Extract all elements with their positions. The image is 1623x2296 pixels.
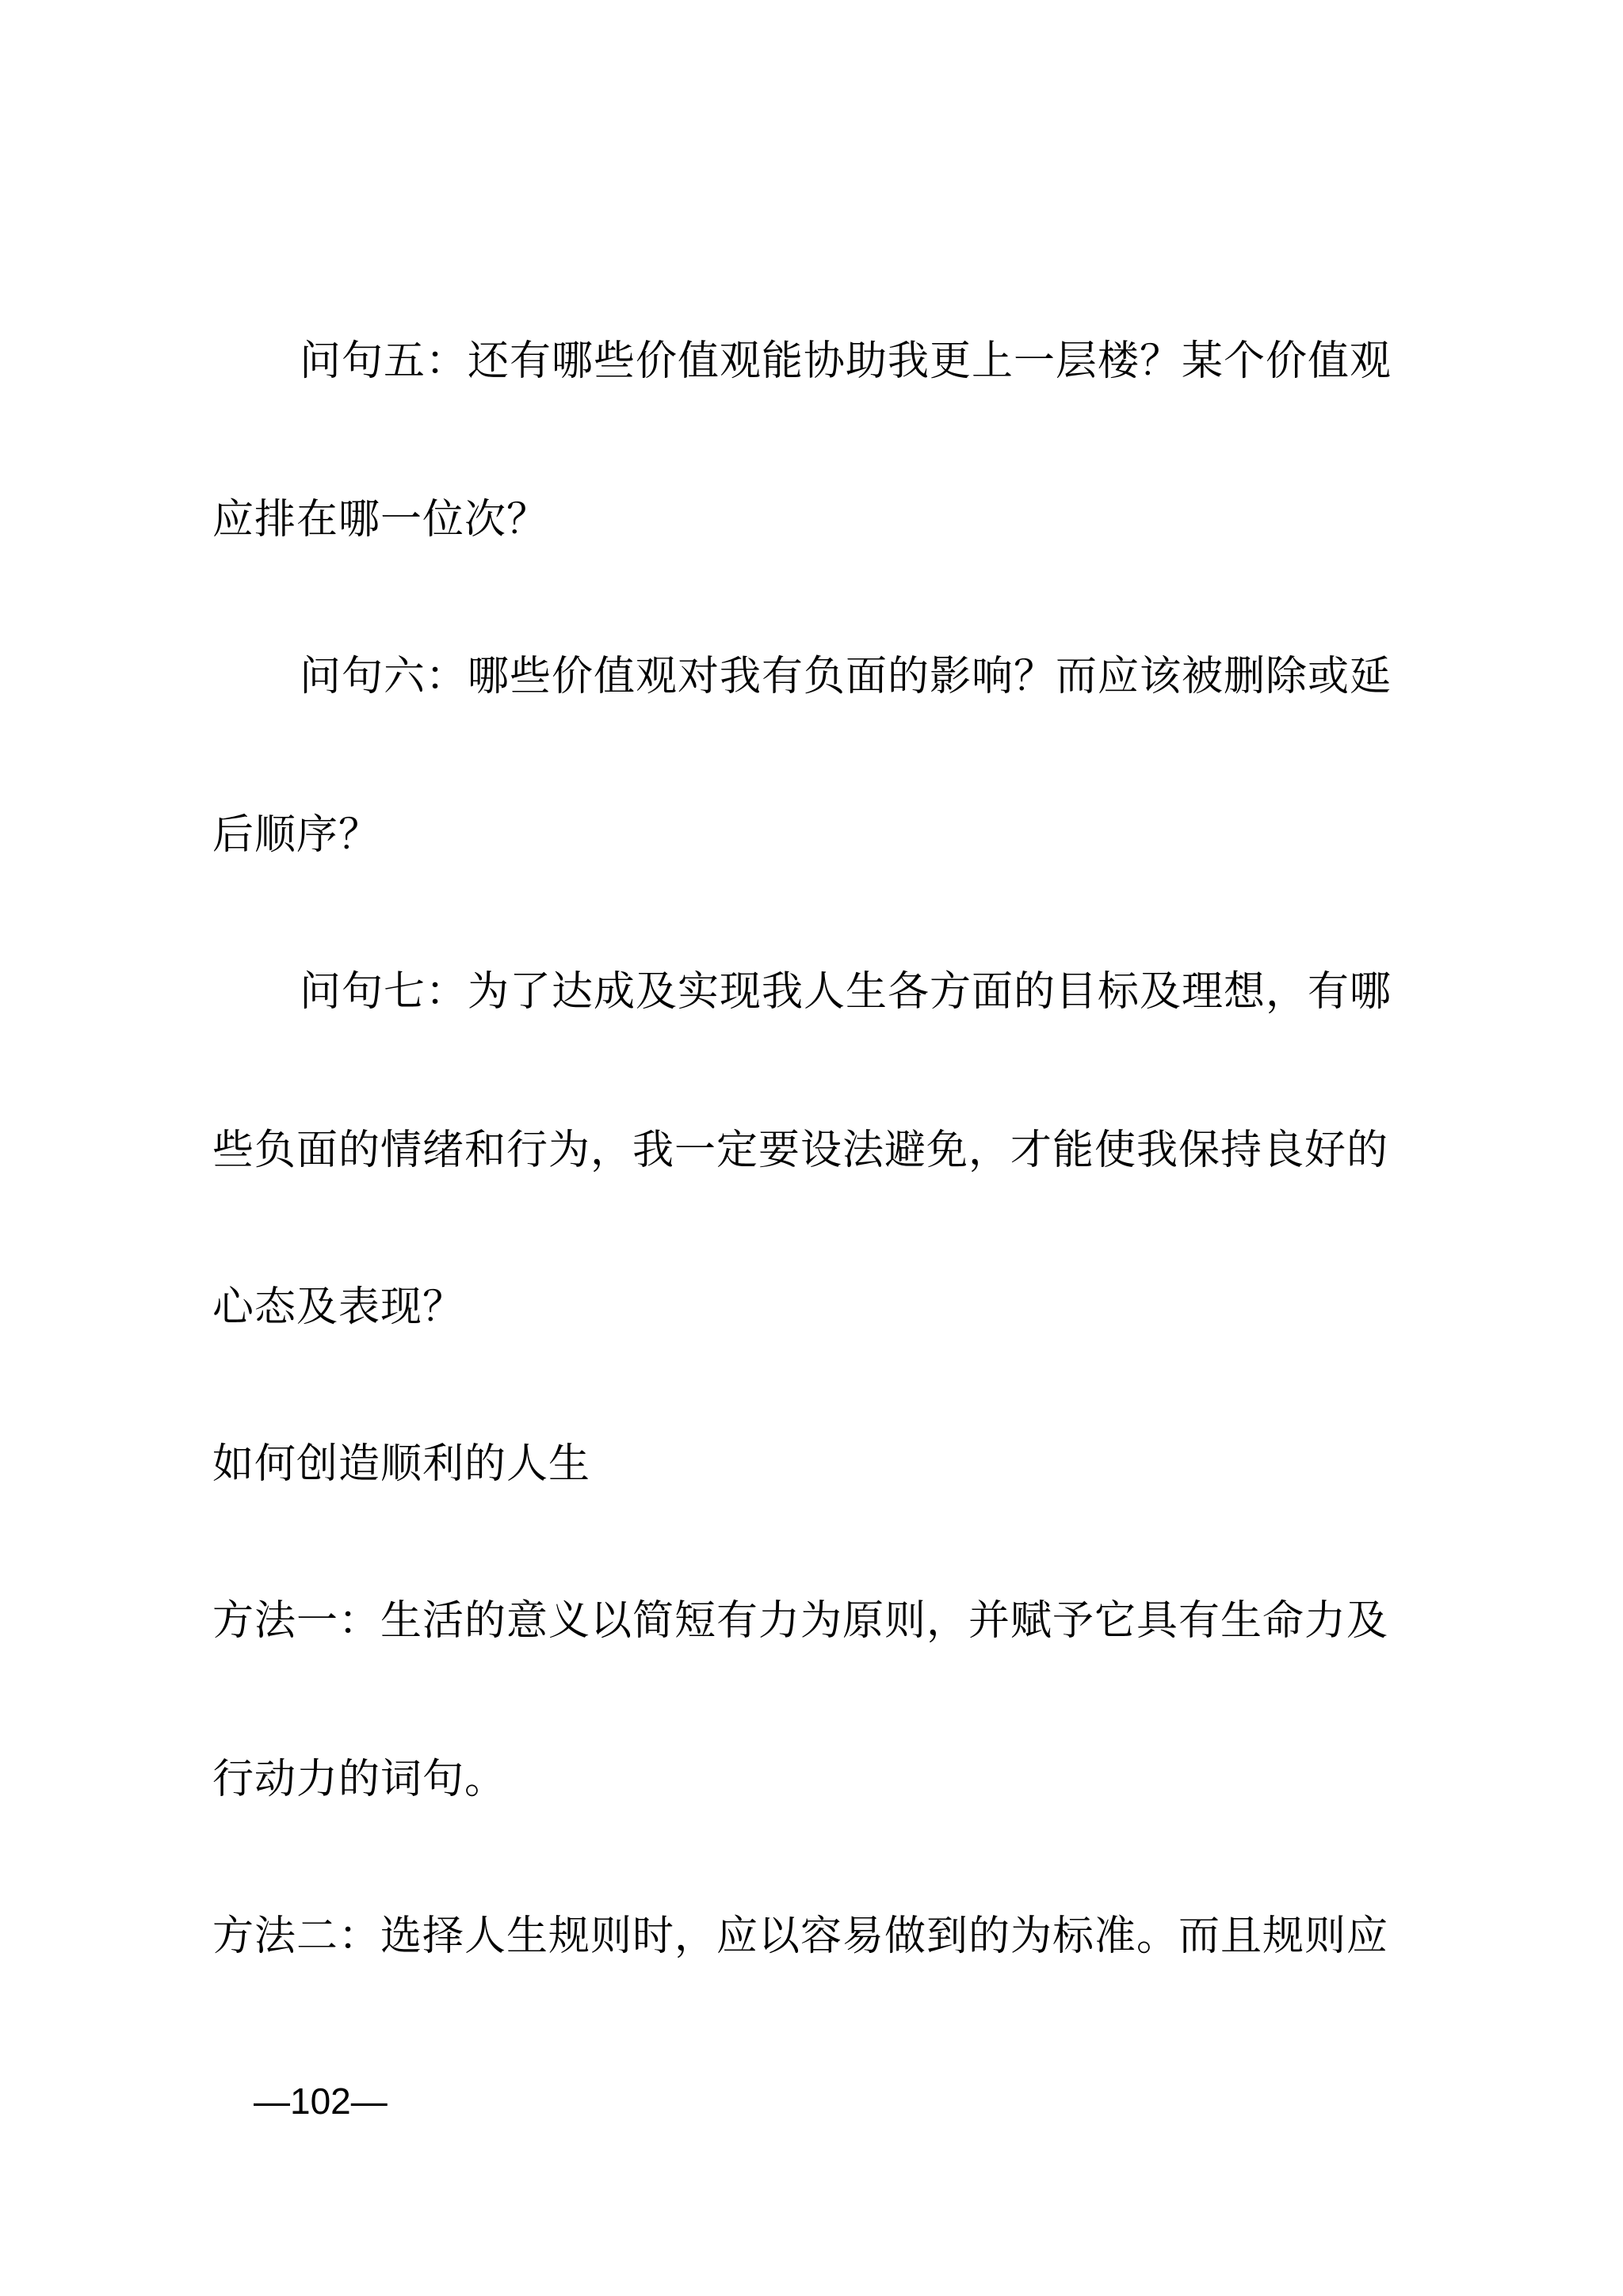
method-one-line-2: 行动力的词句。	[212, 1756, 507, 1803]
question-six-line-2: 后顺序？	[212, 811, 381, 859]
question-seven-line-1: 问句七：为了达成及实现我人生各方面的目标及理想，有哪	[300, 968, 1392, 1016]
question-five-line-1: 问句五：还有哪些价值观能协助我更上一层楼？某个价值观	[300, 338, 1392, 385]
method-two-line-1: 方法二：选择人生规则时，应以容易做到的为标准。而且规则应	[212, 1913, 1389, 1960]
section-heading: 如何创造顺利的人生	[212, 1440, 591, 1488]
question-seven-line-2: 些负面的情绪和行为，我一定要设法避免，才能使我保持良好的	[212, 1127, 1389, 1174]
question-seven-line-3: 心态及表现？	[212, 1283, 465, 1331]
method-one-line-1: 方法一：生活的意义以简短有力为原则，并赋予它具有生命力及	[212, 1597, 1389, 1645]
question-five-line-2: 应排在哪一位次？	[212, 496, 549, 543]
page-number: —102—	[254, 2081, 388, 2122]
question-six-line-1: 问句六：哪些价值观对我有负面的影响？而应该被删除或延	[300, 653, 1392, 700]
